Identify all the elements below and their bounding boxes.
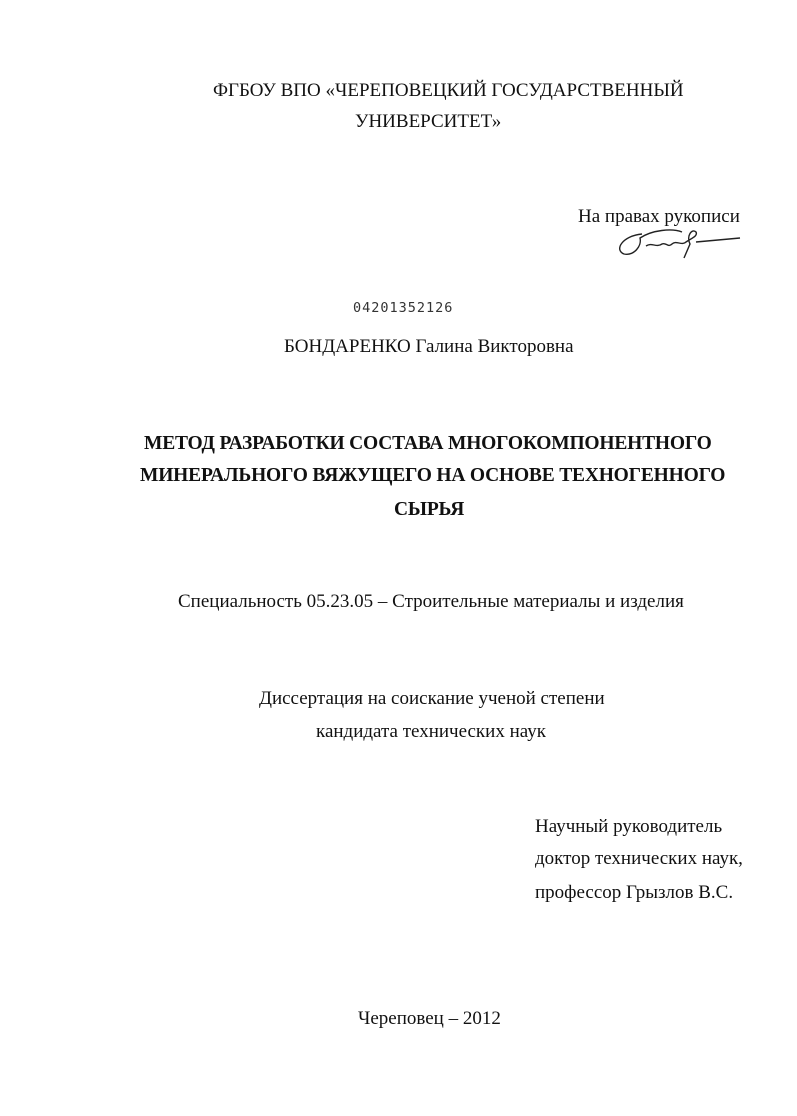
supervisor-line-3: профессор Грызлов В.С. [535,882,734,903]
title-line-2: МИНЕРАЛЬНОГО ВЯЖУЩЕГО НА ОСНОВЕ ТЕХНОГЕННОГО [140,465,726,486]
institution-line-1: ФГБОУ ВПО «ЧЕРЕПОВЕЦКИЙ ГОСУДАРСТВЕННЫЙ [213,80,684,101]
author-signature [612,224,742,264]
degree-line-2: кандидата технических наук [316,721,546,742]
title-line-3: СЫРЬЯ [394,499,465,520]
supervisor-line-2: доктор технических наук, [535,848,743,869]
manuscript-note: На правах рукописи [578,206,740,227]
author-name: БОНДАРЕНКО Галина Викторовна [284,336,574,357]
city-year: Череповец – 2012 [358,1008,501,1029]
supervisor-line-1: Научный руководитель [535,816,723,837]
institution-line-2: УНИВЕРСИТЕТ» [355,111,502,132]
specialty: Специальность 05.23.05 – Строительные материалы и изделия [178,591,684,612]
title-line-1: МЕТОД РАЗРАБОТКИ СОСТАВА МНОГОКОМПОНЕНТНОГО [144,433,712,454]
degree-line-1: Диссертация на соискание ученой степени [259,688,605,709]
catalog-number: 04201352126 [353,300,454,316]
